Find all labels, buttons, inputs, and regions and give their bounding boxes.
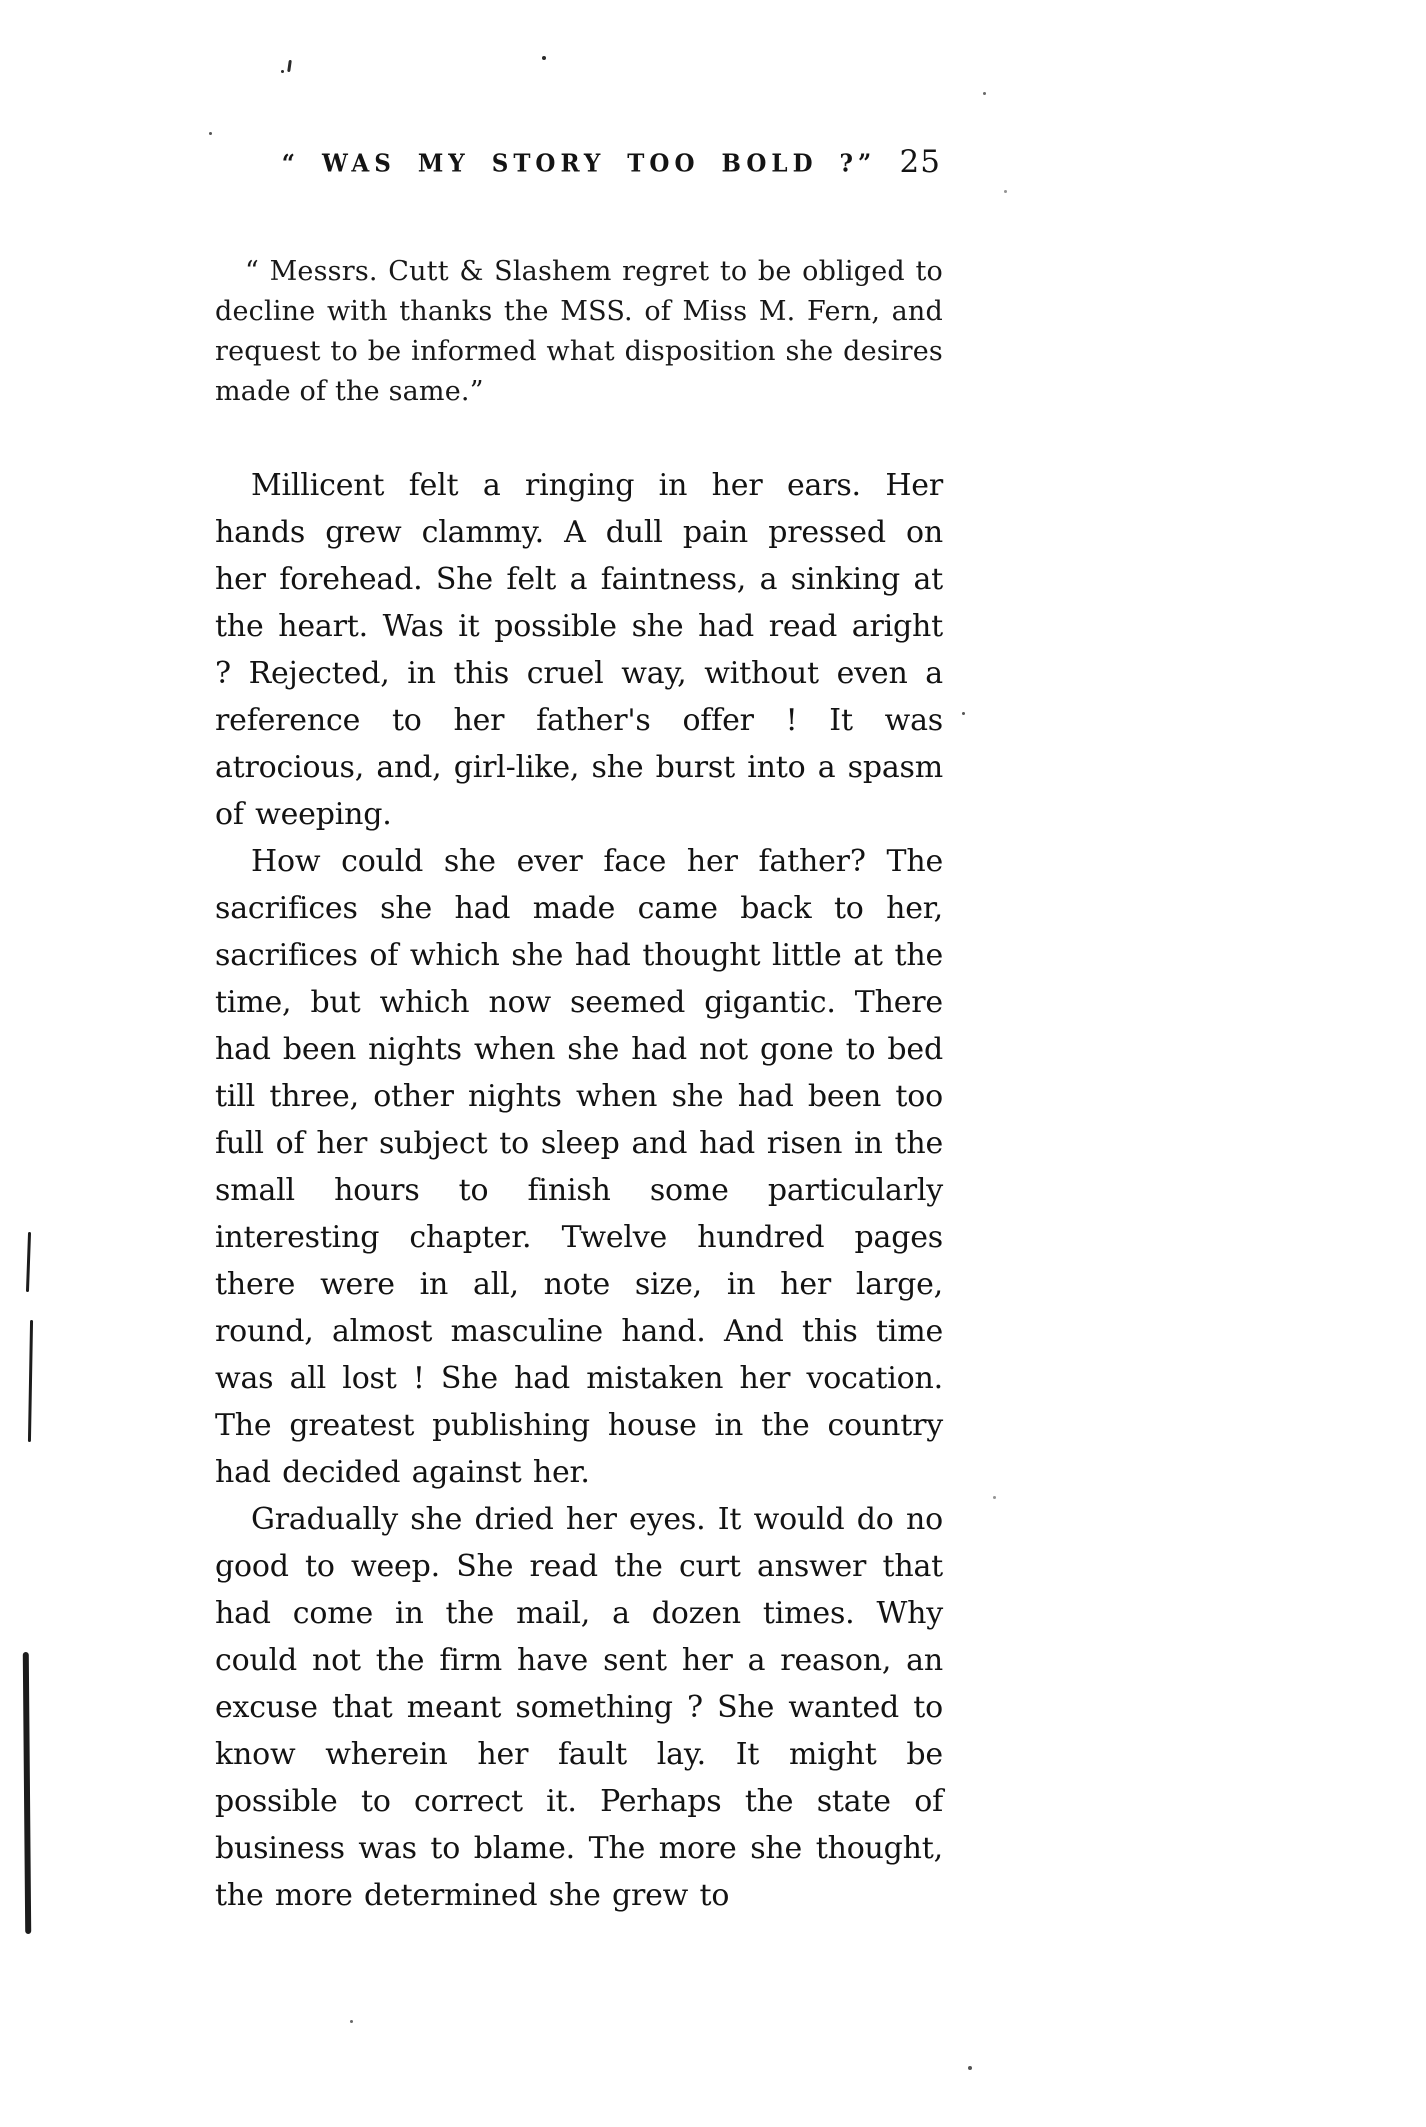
ink-speck xyxy=(542,56,546,60)
ink-speck xyxy=(993,1496,996,1499)
ink-mark xyxy=(23,1652,31,1934)
paragraph-1: Millicent felt a ringing in her ears. Her hands grew clammy. A dull pain pressed on her forehead. She felt a faintness, a sinking at the heart. Was it possible she had read aright ? Rejected, in this cruel way, without even a reference to her father's offer ! It was atrocious, and, girl-like, she burst into a spasm of weeping. xyxy=(215,468,943,832)
ink-speck xyxy=(209,132,212,135)
ink-mark xyxy=(28,1320,33,1442)
paragraph-2: How could she ever face her father? The sacrifices she had made came back to her, sacrifices of which she had thought little at the time, but which now seemed gigantic. There had been nights when she had not gone to bed till three, other nights when she had been too full of her subject to sleep and had risen in the small hours to finish some particularly interesting chapter. Twelve hundred pages there were in all, note size, in her large, round, almost masculine hand. And this time was all lost ! She had mistaken her vocation. The greatest publishing house in the country had decided against her. xyxy=(215,844,943,1490)
page-header xyxy=(215,144,943,194)
page-number: 25 xyxy=(899,144,941,180)
ink-speck xyxy=(281,70,284,73)
paragraph-3: Gradually she dried her eyes. It would do no good to weep. She read the curt answer that had come in the mail, a dozen times. Why could not the firm have sent her a reason, an excuse that meant something ? She wanted to know wherein her fault lay. It might be possible to correct it. Perhaps the state of business was to blame. The more she thought, the more determined she grew to xyxy=(215,1502,943,1913)
ink-mark xyxy=(26,1232,31,1292)
body-text xyxy=(215,462,943,1919)
ink-speck xyxy=(968,2066,972,2070)
rejection-letter-quote: “ Messrs. Cutt & Slashem regret to be obliged to decline with thanks the MSS. of Miss M. Fern, and request to be informed what disposition she desires made of the same.” xyxy=(215,256,943,407)
running-title: “ WAS MY STORY TOO BOLD ?” xyxy=(281,149,877,178)
text-column xyxy=(215,0,943,1919)
ink-speck xyxy=(1004,190,1007,193)
ink-speck xyxy=(962,712,965,715)
ink-speck xyxy=(350,2020,353,2023)
ink-speck xyxy=(983,92,986,95)
